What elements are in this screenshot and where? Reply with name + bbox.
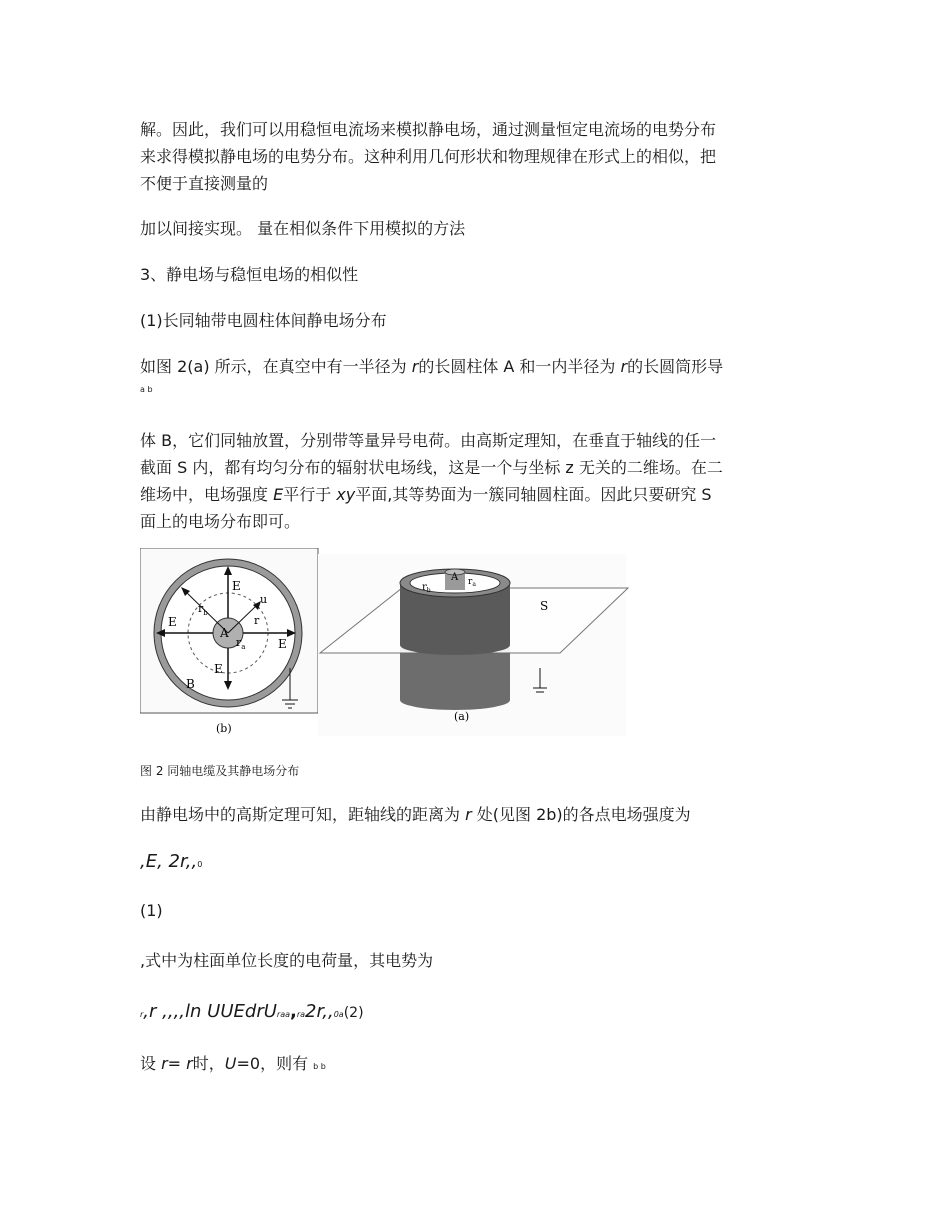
figure-2-caption: 图 2 同轴电缆及其静电场分布 xyxy=(140,764,300,778)
para-4-line-2: 截面 S 内，都有均匀分布的辐射状电场线，这是一个与坐标 z 无关的二维场。在二 xyxy=(140,458,723,477)
para-4-line-3: 维场中，电场强度 E平行于 xy平面,其等势面为一簇同轴圆柱面。因此只要研究 S xyxy=(140,485,712,504)
b-label-r: r xyxy=(254,614,260,627)
b-label-u: u xyxy=(260,593,268,606)
equation-2: r,r ,,,,ln UUEdrUraa,ra2r,,0a(2) xyxy=(140,1001,364,1022)
a-label-S: S xyxy=(540,599,549,613)
a-panel-tag: (a) xyxy=(454,710,470,723)
para-1-line-2: 来求得模拟静电场的电势分布。这种利用几何形状和物理规律在形式上的相似，把 xyxy=(140,147,717,166)
a-label-ra: $r_a$ xyxy=(468,577,476,588)
subsection-heading-1: (1)长同轴带电圆柱体间静电场分布 xyxy=(140,311,387,330)
figure-2b-cross-section xyxy=(140,548,318,735)
figure-2a-cylinder xyxy=(318,554,628,736)
a-label-A: A xyxy=(451,572,459,583)
a-label-rb: $r_b$ xyxy=(422,582,431,594)
para-1-line-3: 不便于直接测量的 xyxy=(140,174,269,193)
para-7: 设 r= r时，U=0，则有 b b xyxy=(140,1054,326,1073)
b-label-E-right: E xyxy=(278,637,287,651)
equation-1: ,E, 2r,,0 xyxy=(140,851,203,872)
figure-2 xyxy=(140,548,630,742)
b-label-A: A xyxy=(220,626,229,640)
section-heading-3: 3、静电场与稳恒电场的相似性 xyxy=(140,265,359,284)
b-label-E-bottom: E xyxy=(214,662,223,676)
b-label-E-top: E xyxy=(232,579,241,593)
para-4-line-1: 体 B，它们同轴放置，分别带等量异号电荷。由高斯定理知，在垂直于轴线的任一 xyxy=(140,431,717,450)
para-2: 加以间接实现。 量在相似条件下用模拟的方法 xyxy=(140,219,466,238)
figure-2-drawing xyxy=(140,548,630,738)
b-label-ra: $r_a$ xyxy=(236,636,246,651)
b-label-B: B xyxy=(186,677,195,691)
para-5: 由静电场中的高斯定理可知，距轴线的距离为 r 处(见图 2b)的各点电场强度为 xyxy=(140,805,691,824)
para-4-line-4: 面上的电场分布即可。 xyxy=(140,512,301,531)
para-3-subscripts: a b xyxy=(140,385,153,394)
equation-1-number: (1) xyxy=(140,901,163,920)
b-label-rb: $r_b$ xyxy=(198,602,208,617)
para-3: 如图 2(a) 所示，在真空中有一半径为 r的长圆柱体 A 和一内半径为 r的长圆筒形导 xyxy=(140,357,724,376)
b-label-E-left: E xyxy=(168,615,177,629)
b-panel-tag: (b) xyxy=(216,722,232,735)
para-6: ,式中为柱面单位长度的电荷量，其电势为 xyxy=(140,951,434,970)
para-1-line-1: 解。因此，我们可以用稳恒电流场来模拟静电场，通过测量恒定电流场的电势分布 xyxy=(140,120,717,139)
